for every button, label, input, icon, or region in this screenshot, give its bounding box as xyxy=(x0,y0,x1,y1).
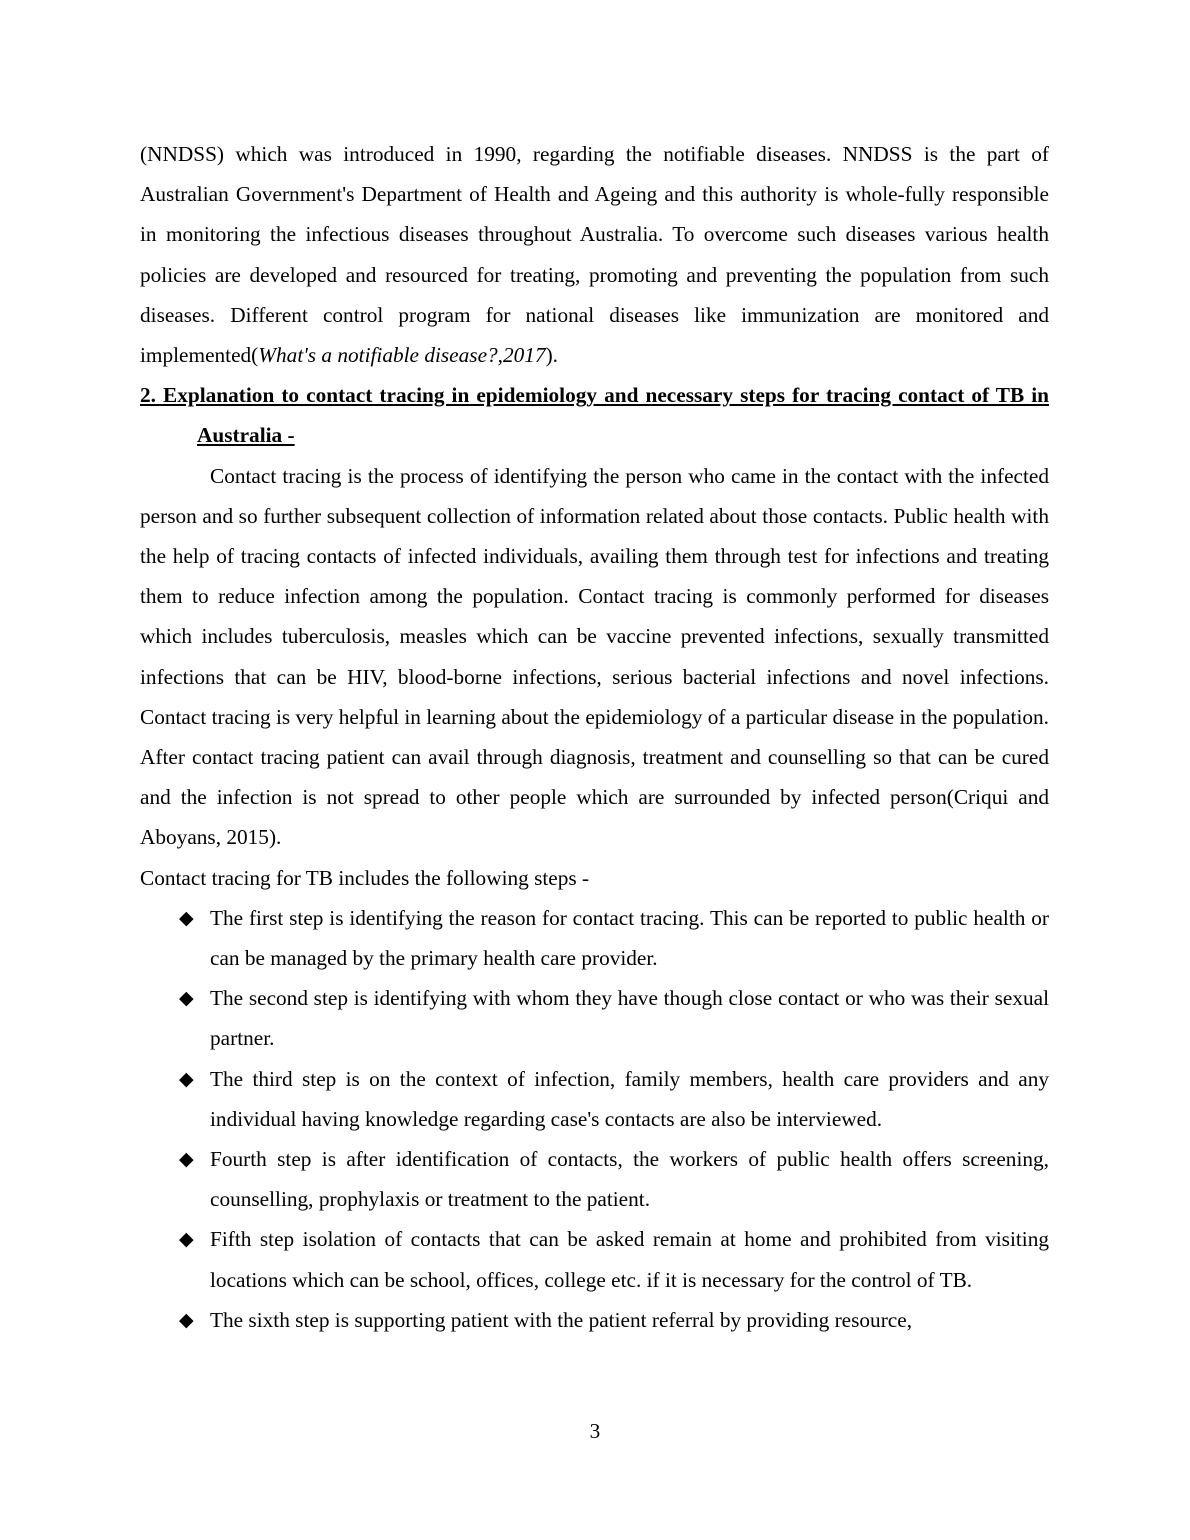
steps-intro: Contact tracing for TB includes the following steps - xyxy=(140,865,590,890)
contact-tracing-paragraph: Contact tracing is the process of identifying the person who came in the contact with the infected person and so further subsequent collection of information related about those contacts. Public health with the help of tracing contacts of infected individuals, availing them through test for infections and treating them to reduce infection among the population. Contact tracing is commonly performed for diseases which includes tuberculosis, measles which can be vaccine prevented infections, sexually transmitted infections that can be HIV, blood-borne infections, serious bacterial infections and novel infections. Contact tracing is very helpful in learning about the epidemiology of a particular disease in the population. After contact tracing patient can avail through diagnosis, treatment and counselling so that can be cured and the infection is not spread to other people which are surrounded by infected person(Criqui and Aboyans, 2015). xyxy=(140,463,1049,850)
diamond-bullet-icon: ◆ xyxy=(179,1308,194,1331)
list-item xyxy=(140,1059,1049,1139)
steps-list xyxy=(140,898,1049,1340)
step-text: The first step is identifying the reason for contact tracing. This can be reported to public health or can be managed by the primary health care provider. xyxy=(210,905,1049,971)
step-text: The sixth step is supporting patient with the patient referral by providing resource, xyxy=(210,1307,913,1332)
diamond-bullet-icon: ◆ xyxy=(179,1148,194,1171)
document-body xyxy=(140,134,1049,1340)
intro-paragraph xyxy=(140,134,1049,375)
list-item xyxy=(140,1219,1049,1299)
section-heading: 2. Explanation to contact tracing in epidemiology and necessary steps for tracing contact of TB in Australia - xyxy=(140,383,1049,448)
step-text: Fourth step is after identification of contacts, the workers of public health offers screening, counselling, prophylaxis or treatment to the patient. xyxy=(210,1147,1049,1212)
list-item xyxy=(140,1300,1049,1340)
page-number: 3 xyxy=(589,1419,601,1443)
intro-paragraph-text: (NNDSS) which was introduced in 1990, regarding the notifiable diseases. NNDSS is the part of Australian Government's Department of Health and Ageing and this authority is whole-fully responsible in monitoring the infectious diseases throughout Australia. To overcome such diseases various health policies are developed and resourced for treating, promoting and preventing the population from such diseases. Different control program for national diseases like immunization are monitored and implemented( xyxy=(140,142,1049,368)
diamond-bullet-icon: ◆ xyxy=(179,1067,194,1090)
list-item xyxy=(140,898,1049,978)
step-text: The second step is identifying with whom they have though close contact or who was their sexual partner. xyxy=(210,986,1049,1051)
step-text: The third step is on the context of infection, family members, health care providers and any individual having knowledge regarding case's contacts are also be interviewed. xyxy=(210,1066,1049,1131)
diamond-bullet-icon: ◆ xyxy=(179,1228,194,1251)
step-text: Fifth step isolation of contacts that can be asked remain at home and prohibited from visiting locations which can be school, offices, college etc. if it is necessary for the control of TB. xyxy=(210,1227,1049,1292)
citation-italic: What's a notifiable disease?,2017 xyxy=(258,343,546,368)
intro-paragraph-end: ). xyxy=(545,343,559,368)
list-item xyxy=(140,978,1049,1058)
diamond-bullet-icon: ◆ xyxy=(179,987,194,1010)
list-item xyxy=(140,1139,1049,1219)
diamond-bullet-icon: ◆ xyxy=(179,906,194,929)
